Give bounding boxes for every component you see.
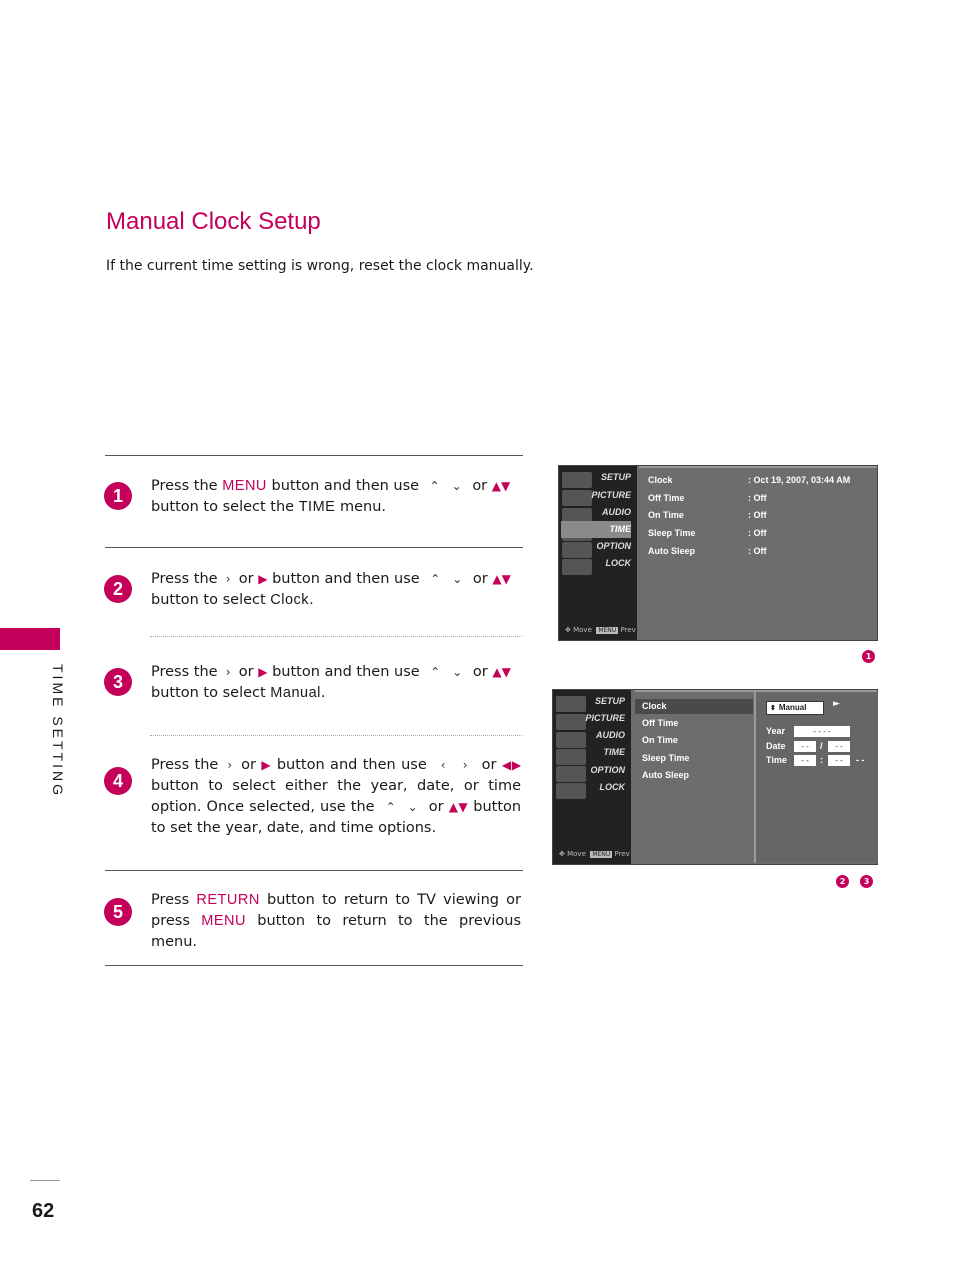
divider: [105, 547, 523, 548]
nav-footer: ✥ Move MENU Prev: [559, 850, 630, 858]
page-number-rule: [30, 1180, 60, 1181]
time-hour-field[interactable]: - -: [794, 755, 816, 766]
menu-item-sleep-time[interactable]: Sleep Time: [648, 528, 696, 538]
screen-badge-1: 1: [862, 650, 875, 663]
screen-badge-2: 2: [836, 875, 849, 888]
move-icon: ✥: [559, 850, 565, 858]
time-label: Time: [766, 755, 787, 765]
down-triangle-icon: ▼: [501, 479, 511, 493]
right-chevron-icon: ›: [227, 758, 233, 772]
date-separator: /: [820, 741, 823, 751]
nav-picture[interactable]: PICTURE: [591, 490, 631, 500]
menu-value-clock: : Oct 19, 2007, 03:44 AM: [748, 475, 851, 485]
right-chevron-icon: ›: [225, 665, 231, 679]
section-tab: [0, 628, 60, 650]
right-triangle-icon: ▶: [258, 572, 268, 586]
nav-audio[interactable]: AUDIO: [602, 507, 631, 517]
left-chevron-icon: ‹: [440, 758, 446, 772]
mode-select[interactable]: ⬍ Manual: [766, 701, 824, 715]
menu-item-auto-sleep[interactable]: Auto Sleep: [642, 770, 690, 780]
clock-submenu-panel: [754, 692, 878, 863]
step-5-text: Press RETURN button to return to TV viewing or press MENU button to return to the previous menu.: [151, 892, 522, 950]
up-down-icon: ⬍: [770, 705, 776, 712]
screen-badge-3: 3: [860, 875, 873, 888]
divider: [105, 455, 523, 456]
time-separator: :: [820, 755, 823, 765]
page-subtitle: If the current time setting is wrong, reset the clock manually.: [106, 258, 534, 274]
step-2-text: Press the › or ▶ button and then use ⌃ ⌄ or ▲▼ button to select Clock.: [151, 571, 511, 608]
step-number-1: 1: [104, 482, 132, 510]
up-triangle-icon: ▲: [448, 800, 459, 814]
menu-item-off-time[interactable]: Off Time: [648, 493, 685, 503]
up-arrow-icon: ⌃: [429, 479, 440, 493]
menu-key-icon: MENU: [598, 627, 617, 634]
menu-item-sleep-time[interactable]: Sleep Time: [642, 753, 690, 763]
date-day-field[interactable]: - -: [828, 741, 850, 752]
up-arrow-icon: ⌃: [385, 800, 396, 814]
step-number-4: 4: [104, 767, 132, 795]
right-chevron-icon: ›: [225, 572, 231, 586]
down-arrow-icon: ⌄: [452, 665, 463, 679]
nav-picture[interactable]: PICTURE: [585, 713, 625, 723]
down-triangle-icon: ▼: [501, 665, 511, 679]
time-minute-field[interactable]: - -: [828, 755, 850, 766]
right-triangle-icon: ▶: [511, 758, 522, 772]
menu-value-off-time: : Off: [748, 493, 767, 503]
nav-option[interactable]: OPTION: [590, 765, 625, 775]
down-arrow-icon: ⌄: [451, 479, 462, 493]
step-number-2: 2: [104, 575, 132, 603]
menu-item-on-time[interactable]: On Time: [642, 735, 678, 745]
up-arrow-icon: ⌃: [430, 572, 441, 586]
date-label: Date: [766, 741, 786, 751]
menu-value-on-time: : Off: [748, 510, 767, 520]
left-triangle-icon: ◀: [501, 758, 512, 772]
down-triangle-icon: ▼: [458, 800, 469, 814]
up-arrow-icon: ⌃: [430, 665, 441, 679]
nav-time[interactable]: TIME: [603, 747, 625, 757]
right-triangle-icon: ▶: [258, 665, 268, 679]
date-month-field[interactable]: - -: [794, 741, 816, 752]
page-number: 62: [32, 1200, 55, 1222]
nav-lock[interactable]: LOCK: [599, 782, 625, 792]
nav-setup[interactable]: SETUP: [594, 696, 625, 706]
menu-item-on-time[interactable]: On Time: [648, 510, 684, 520]
menu-value-sleep-time: : Off: [748, 528, 767, 538]
screen-top-rule: [639, 466, 877, 468]
nav-audio[interactable]: AUDIO: [596, 730, 625, 740]
nav-footer: ✥ Move MENU Prev: [565, 626, 636, 634]
divider: [105, 870, 523, 871]
down-triangle-icon: ▼: [501, 572, 511, 586]
right-chevron-icon: ›: [462, 758, 468, 772]
menu-item-clock[interactable]: Clock: [648, 475, 673, 485]
dotted-divider: [150, 636, 522, 637]
nav-time[interactable]: TIME: [561, 521, 631, 538]
down-arrow-icon: ⌄: [407, 800, 418, 814]
right-triangle-icon: ▶: [261, 758, 272, 772]
menu-item-clock[interactable]: Clock: [642, 701, 667, 711]
tv-menu-screen-time: [558, 465, 878, 641]
step-4-text: Press the › or ▶ button and then use ‹ › or ◀▶ button to select either the year, date, or time option. Once selected, use the ⌃ ⌄ or ▲▼ button to set the year, date, and time options.: [151, 757, 522, 836]
menu-item-auto-sleep[interactable]: Auto Sleep: [648, 546, 696, 556]
menu-value-auto-sleep: : Off: [748, 546, 767, 556]
nav-setup[interactable]: SETUP: [600, 472, 631, 482]
page-title: Manual Clock Setup: [106, 208, 321, 235]
nav-option[interactable]: OPTION: [596, 541, 631, 551]
divider: [105, 965, 523, 966]
section-label: TIME SETTING: [50, 664, 66, 798]
dotted-divider: [150, 735, 522, 736]
menu-nav-column: [559, 466, 637, 640]
year-field[interactable]: - - - -: [794, 726, 850, 737]
up-triangle-icon: ▲: [492, 572, 502, 586]
step-number-3: 3: [104, 668, 132, 696]
up-triangle-icon: ▲: [492, 665, 502, 679]
move-icon: ✥: [565, 626, 571, 634]
right-arrow-icon[interactable]: ►: [833, 699, 840, 709]
menu-item-off-time[interactable]: Off Time: [642, 718, 679, 728]
step-3-text: Press the › or ▶ button and then use ⌃ ⌄ or ▲▼ button to select Manual.: [151, 664, 511, 701]
up-triangle-icon: ▲: [491, 479, 501, 493]
down-arrow-icon: ⌄: [452, 572, 463, 586]
step-1-text: Press the MENU button and then use ⌃ ⌄ or ▲▼ button to select the TIME menu.: [151, 478, 511, 515]
nav-lock[interactable]: LOCK: [605, 558, 631, 568]
tv-menu-screen-clock: [552, 689, 878, 865]
step-number-5: 5: [104, 898, 132, 926]
year-label: Year: [766, 726, 786, 736]
menu-key-icon: MENU: [592, 851, 611, 858]
menu-nav-column: [553, 690, 631, 864]
time-ampm-field[interactable]: - -: [856, 755, 865, 765]
